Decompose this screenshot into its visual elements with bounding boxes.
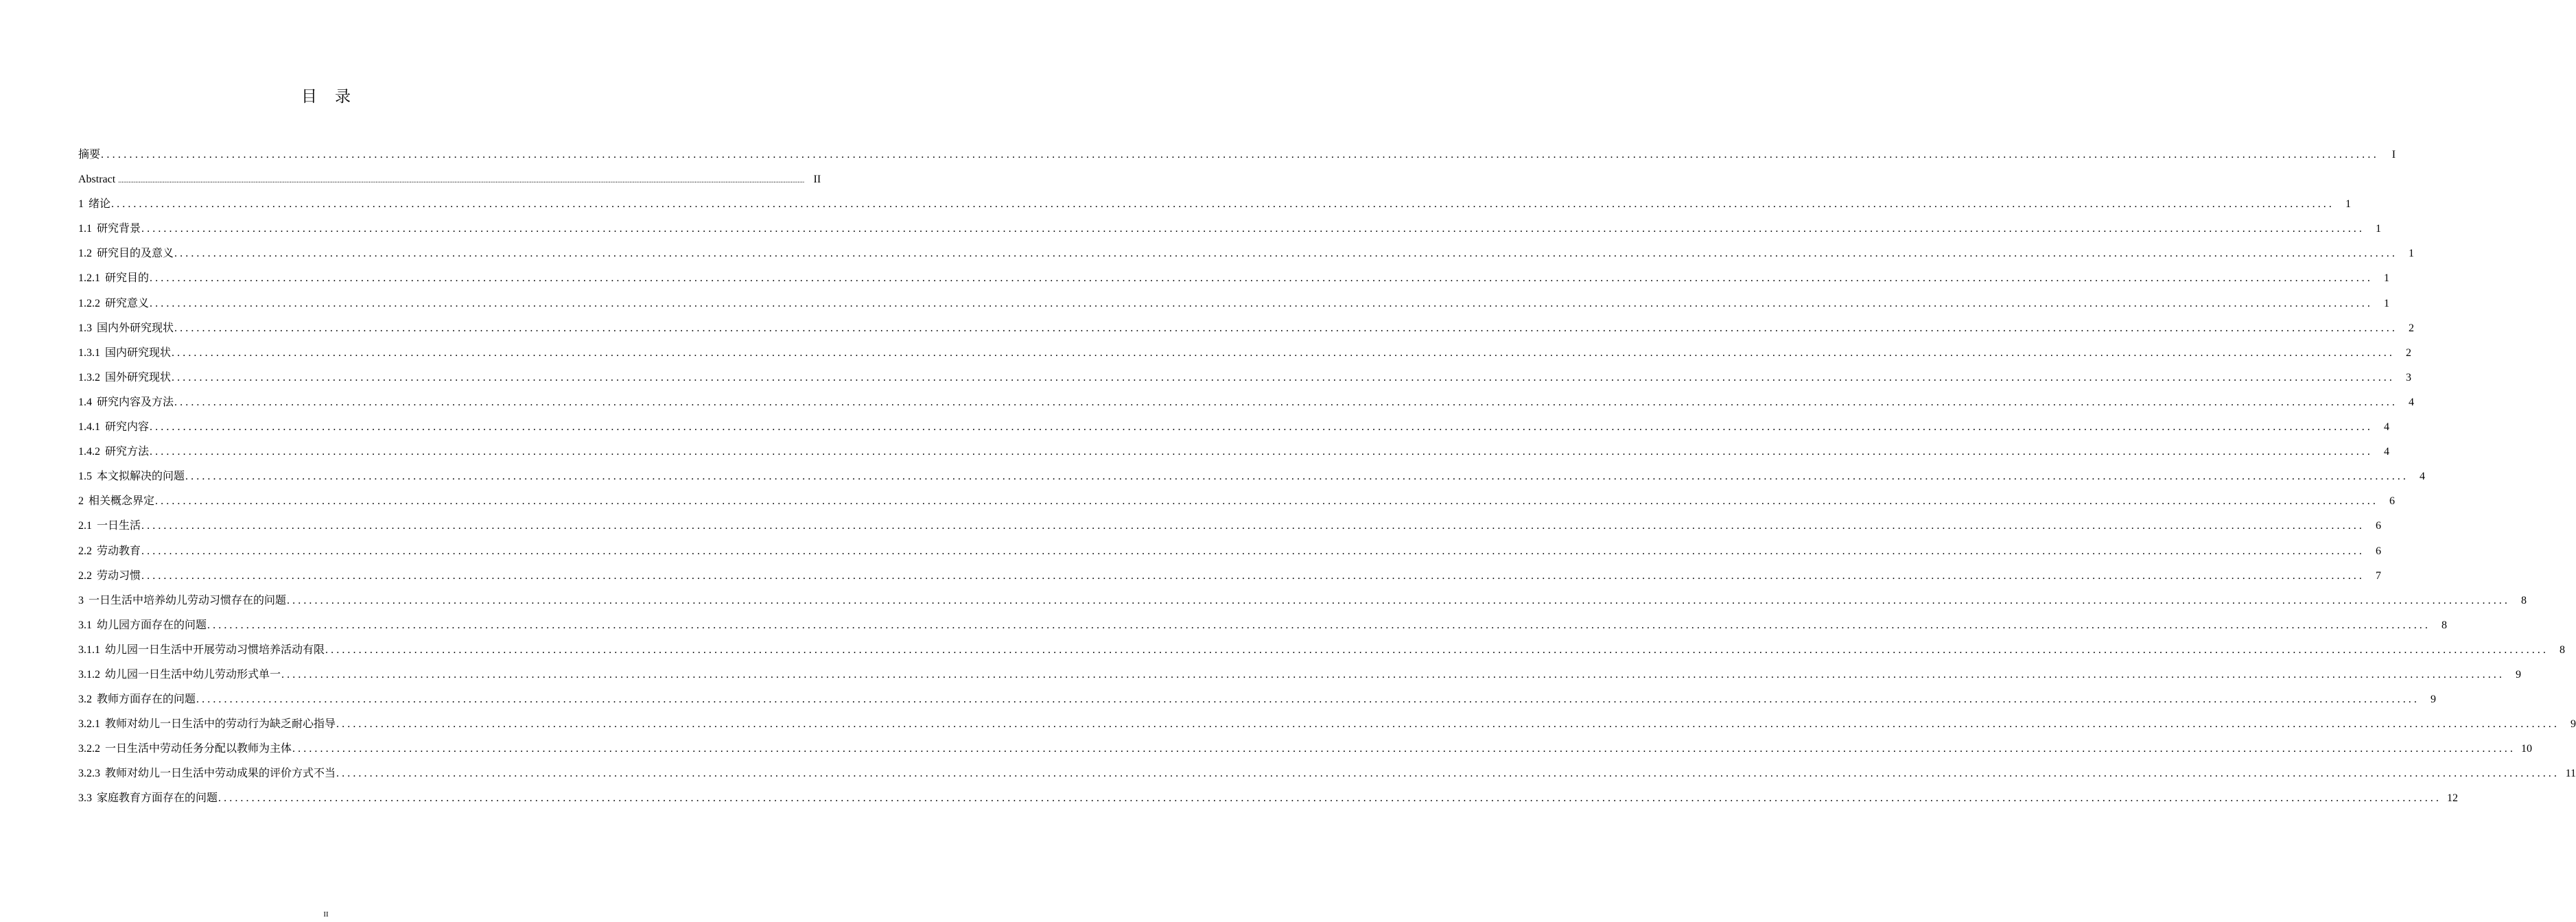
toc-dot-leader: ................................................................................................................................................................................................................................................................................................................................................................................................................ <box>174 248 2398 260</box>
toc-entry[interactable] <box>78 539 2382 564</box>
toc-entry-page: 1 <box>2409 248 2415 260</box>
toc-entry-page: 7 <box>2376 569 2382 582</box>
toc-dot-leader: ................................................................................................................................................................................................................................................................................................................................................................................................................ <box>336 768 2560 780</box>
toc-dot-leader: ................................................................................................................................................................................................................................................................................................................................................................................................................ <box>174 396 2398 408</box>
toc-dot-leader: ................................................................................................................................................................................................................................................................................................................................................................................................................ <box>185 471 2409 483</box>
toc-entry[interactable] <box>78 292 2390 316</box>
toc-dot-leader: ................................................................................................................................................................................................................................................................................................................................................................................................................ <box>287 594 2511 606</box>
table-of-contents <box>78 143 2576 812</box>
toc-entry-page: 4 <box>2384 446 2390 458</box>
toc-entry-number: 1.2 <box>78 248 92 260</box>
toc-entry[interactable] <box>78 564 2382 589</box>
toc-dot-leader: ................................................................................................................................................................................................................................................................................................................................................................................................................ <box>150 272 2374 285</box>
toc-entry-title: 相关概念界定 <box>89 495 155 508</box>
toc-dot-leader: ................................................................................................................................................................................................................................................................................................................................................................................................................ <box>172 371 2396 383</box>
toc-entry-heading <box>78 761 336 786</box>
toc-entry-page: 10 <box>2521 743 2533 755</box>
toc-entry[interactable] <box>78 514 2382 539</box>
toc-entry-heading <box>78 564 141 589</box>
toc-entry[interactable] <box>78 266 2390 291</box>
toc-entry[interactable] <box>78 737 2533 761</box>
toc-entry[interactable] <box>78 638 2566 663</box>
toc-entry-heading <box>78 440 149 464</box>
toc-dot-leader: ................................................................................................................................................................................................................................................................................................................................................................................................................ <box>207 619 2431 631</box>
toc-dot-leader: ................................................................................................................................................................................................................................................................................................................................................................................................................ <box>174 322 2398 334</box>
toc-entry-heading <box>78 415 149 440</box>
toc-entry[interactable] <box>78 464 2426 489</box>
toc-entry-title: 国内外研究现状 <box>97 322 174 334</box>
toc-entry-page: 8 <box>2442 619 2448 631</box>
toc-entry-heading <box>78 786 218 811</box>
toc-dot-leader: ................................................................................................................................................................................................................................................................................................................................................................................................................ <box>172 346 2396 359</box>
toc-dot-leader: ................................................................................................................................................................................................................................................................................................................................................................................................................ <box>155 495 2379 508</box>
toc-dot-leader: ................................................................................................................................................................................................................................................................................................................................................................................................................ <box>292 743 2516 755</box>
toc-entry-title: 本文拟解决的问题 <box>97 471 185 483</box>
toc-entry-heading <box>78 390 174 415</box>
toc-entry[interactable] <box>78 613 2448 638</box>
toc-entry-page: 4 <box>2409 396 2415 408</box>
toc-entry-number: 1.2.2 <box>78 297 100 309</box>
toc-entry[interactable] <box>78 366 2412 390</box>
toc-entry-heading <box>78 613 207 638</box>
toc-entry-title: 研究内容 <box>105 421 150 434</box>
toc-entry-number: 3.2.3 <box>78 768 100 780</box>
toc-entry-title: Abstract <box>78 174 116 186</box>
toc-entry-page: 1 <box>2384 272 2390 285</box>
toc-entry-heading <box>78 167 115 192</box>
toc-entry-page: 2 <box>2406 346 2412 359</box>
toc-entry-number: 3.1 <box>78 619 92 631</box>
toc-entry-page: 4 <box>2420 471 2426 483</box>
toc-entry-heading <box>78 266 149 291</box>
toc-entry-title: 国内研究现状 <box>105 346 172 359</box>
toc-dot-leader: ................................................................................................................................................................................................................................................................................................................................................................................................................ <box>141 223 2365 235</box>
toc-entry[interactable] <box>78 440 2390 464</box>
toc-entry-title: 一日生活中劳动任务分配以教师为主体 <box>105 743 292 755</box>
toc-entry-number: 1.3.2 <box>78 371 100 383</box>
toc-dot-leader: ................................................................................................................................................................................................................................................................................................................................................................................................................ <box>336 718 2560 731</box>
toc-dot-leader: ................................................................................................................................................................................................................................................................................................................................................................................................................ <box>218 792 2442 805</box>
toc-entry-title: 劳动习惯 <box>97 569 141 582</box>
toc-entry-heading <box>78 366 171 390</box>
toc-dot-leader: ................................................................................................................................................................................................................................................................................................................................................................................................................ <box>141 569 2365 582</box>
toc-entry-number: 2.2 <box>78 545 92 557</box>
toc-entry[interactable] <box>78 143 2396 167</box>
toc-entry-page: 6 <box>2389 495 2396 508</box>
toc-entry-heading <box>78 241 174 266</box>
toc-entry-title: 一日生活 <box>97 520 141 532</box>
toc-entry-number: 1.1 <box>78 223 92 235</box>
toc-entry-page: 6 <box>2376 545 2382 557</box>
toc-entry-heading <box>78 638 325 663</box>
toc-entry-title: 一日生活中培养幼儿劳动习惯存在的问题 <box>89 594 287 606</box>
toc-entry[interactable] <box>78 761 2576 786</box>
toc-entry-heading <box>78 514 141 539</box>
toc-entry-heading <box>78 292 149 316</box>
toc-entry[interactable] <box>78 192 2352 217</box>
toc-dot-leader: ................................................................................................................................................................................................................................................................................................................................................................................................................ <box>150 446 2374 458</box>
toc-dot-leader: ................................................................................................................................................................................................................................................................................................................................................................................................................ <box>111 198 2335 211</box>
toc-entry-title: 幼儿园方面存在的问题 <box>97 619 207 631</box>
toc-entry-page: 8 <box>2560 643 2566 656</box>
toc-entry-page: II <box>813 174 821 186</box>
toc-entry-heading <box>78 316 174 341</box>
toc-entry-title: 家庭教育方面存在的问题 <box>97 792 218 805</box>
toc-entry-number: 1.4 <box>78 396 92 408</box>
toc-entry-title: 幼儿园一日生活中开展劳动习惯培养活动有限 <box>105 643 325 656</box>
toc-entry-title: 研究目的及意义 <box>97 248 174 260</box>
toc-entry[interactable] <box>78 415 2390 440</box>
toc-entry-number: 3 <box>78 594 84 606</box>
toc-entry-page: 1 <box>2384 297 2390 309</box>
toc-entry-number: 1.5 <box>78 471 92 483</box>
toc-entry[interactable] <box>78 663 2522 687</box>
toc-entry-number: 2 <box>78 495 84 508</box>
toc-entry[interactable] <box>78 390 2415 415</box>
toc-entry-page: 4 <box>2384 421 2390 434</box>
toc-entry-number: 1.4.2 <box>78 446 100 458</box>
toc-dot-leader: ................................................................................................................................................................................................................................................................................................................................................................................................................ <box>141 545 2365 557</box>
toc-entry-page: 2 <box>2409 322 2415 334</box>
toc-entry-title: 摘要 <box>78 149 101 161</box>
toc-entry-title: 幼儿园一日生活中幼儿劳动形式单一 <box>105 668 281 681</box>
toc-entry-title: 教师对幼儿一日生活中劳动成果的评价方式不当 <box>105 768 336 780</box>
toc-entry-page: 1 <box>2376 223 2382 235</box>
toc-entry-number: 3.2.2 <box>78 743 100 755</box>
toc-entry-number: 1 <box>78 198 84 211</box>
toc-entry-number: 1.2.1 <box>78 272 100 285</box>
toc-entry-page: I <box>2391 149 2396 161</box>
toc-entry-heading <box>78 737 292 761</box>
toc-entry-page: 9 <box>2431 694 2437 706</box>
toc-entry-page: 6 <box>2376 520 2382 532</box>
toc-entry-number: 1.3.1 <box>78 346 100 359</box>
toc-entry-title: 研究背景 <box>97 223 141 235</box>
toc-entry-page: 9 <box>2516 668 2522 681</box>
toc-entry-heading <box>78 539 141 564</box>
toc-entry[interactable] <box>78 217 2382 241</box>
toc-entry-number: 3.2 <box>78 694 92 706</box>
toc-entry-title: 研究意义 <box>105 297 150 309</box>
toc-entry-title: 研究目的 <box>105 272 150 285</box>
toc-entry-heading <box>78 143 100 167</box>
toc-entry-title: 教师对幼儿一日生活中的劳动行为缺乏耐心指导 <box>105 718 336 731</box>
toc-entry[interactable] <box>78 786 2459 811</box>
toc-entry-title: 研究内容及方法 <box>97 396 174 408</box>
toc-entry-heading <box>78 687 196 712</box>
toc-entry-heading <box>78 712 336 737</box>
toc-entry-title: 国外研究现状 <box>105 371 172 383</box>
toc-entry-number: 3.1.1 <box>78 643 100 656</box>
toc-entry-number: 1.3 <box>78 322 92 334</box>
toc-entry[interactable] <box>78 712 2576 737</box>
toc-entry-page: 8 <box>2521 594 2527 606</box>
toc-entry-title: 绪论 <box>89 198 111 211</box>
toc-entry-heading <box>78 192 110 217</box>
page-number: II <box>323 910 329 919</box>
toc-entry[interactable] <box>78 241 2415 266</box>
page-title <box>0 84 652 106</box>
toc-entry-heading <box>78 489 154 514</box>
toc-entry-page: 1 <box>2345 198 2352 211</box>
toc-dot-leader: ................................................................................................................................................................................................................................................................................................................................................................................................................ <box>141 520 2365 532</box>
title-char-1: 目 <box>301 88 317 106</box>
toc-entry-page: 12 <box>2447 792 2459 805</box>
toc-entry[interactable] <box>78 167 821 192</box>
toc-entry[interactable] <box>78 589 2527 613</box>
toc-entry-number: 1.4.1 <box>78 421 100 434</box>
toc-entry-number: 3.3 <box>78 792 92 805</box>
toc-entry-heading <box>78 663 281 687</box>
toc-dot-leader: ................................................................................................................................................................................................................................................................................................................................................................................................................ <box>118 177 805 185</box>
toc-entry[interactable] <box>78 687 2437 712</box>
toc-entry-title: 研究方法 <box>105 446 150 458</box>
toc-entry-heading <box>78 341 171 366</box>
toc-entry-heading <box>78 217 141 241</box>
toc-entry-title: 教师方面存在的问题 <box>97 694 196 706</box>
toc-entry[interactable] <box>78 341 2412 366</box>
toc-entry-number: 2.1 <box>78 520 92 532</box>
toc-dot-leader: ................................................................................................................................................................................................................................................................................................................................................................................................................ <box>196 694 2420 706</box>
toc-entry-number: 3.1.2 <box>78 668 100 681</box>
title-char-2: 录 <box>335 88 351 106</box>
toc-dot-leader: ................................................................................................................................................................................................................................................................................................................................................................................................................ <box>325 643 2549 656</box>
toc-entry-page: 9 <box>2571 718 2576 731</box>
toc-dot-leader: ................................................................................................................................................................................................................................................................................................................................................................................................................ <box>150 421 2374 434</box>
toc-entry-heading <box>78 464 185 489</box>
toc-entry-title: 劳动教育 <box>97 545 141 557</box>
toc-entry[interactable] <box>78 316 2415 341</box>
toc-entry-number: 2.2 <box>78 569 92 582</box>
toc-entry-page: 3 <box>2406 371 2412 383</box>
toc-entry-heading <box>78 589 286 613</box>
toc-entry-page: 11 <box>2565 768 2576 780</box>
toc-entry-number: 3.2.1 <box>78 718 100 731</box>
toc-entry[interactable] <box>78 489 2396 514</box>
toc-dot-leader: ................................................................................................................................................................................................................................................................................................................................................................................................................ <box>281 668 2505 681</box>
toc-dot-leader: ................................................................................................................................................................................................................................................................................................................................................................................................................ <box>150 297 2374 309</box>
toc-dot-leader: ................................................................................................................................................................................................................................................................................................................................................................................................................ <box>101 149 2380 161</box>
